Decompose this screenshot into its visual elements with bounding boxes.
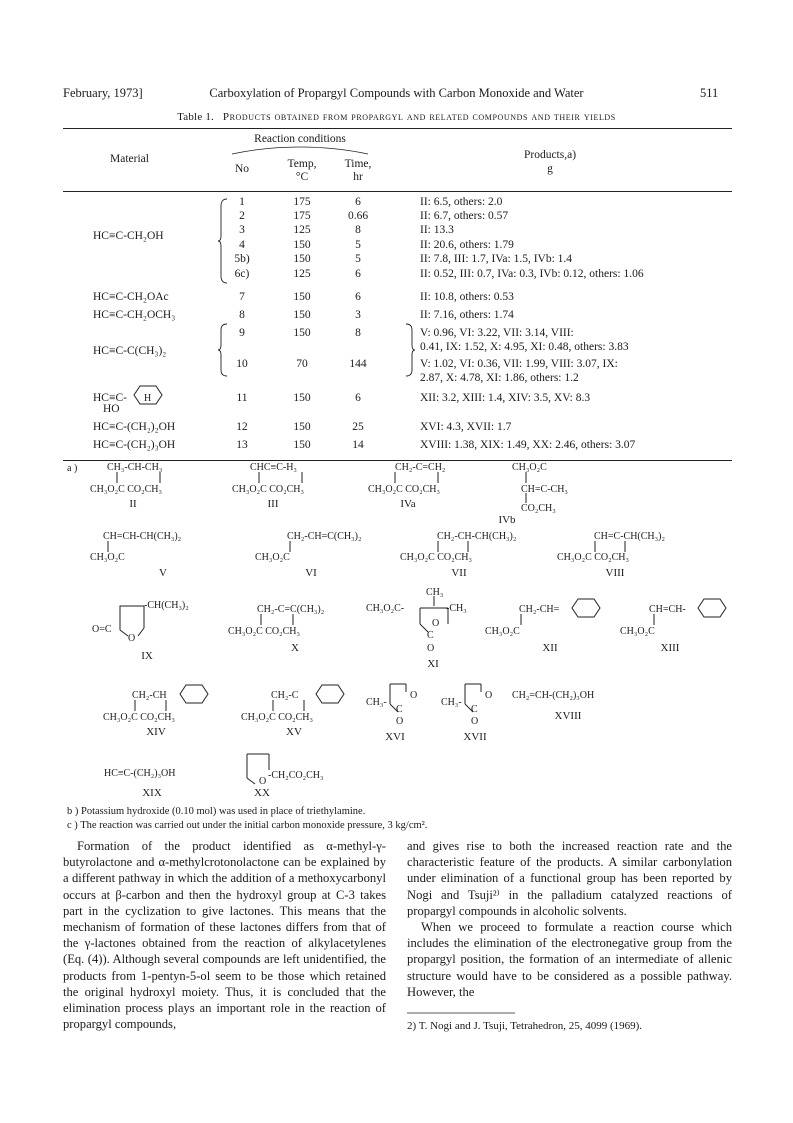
row-no: 10 xyxy=(236,358,248,370)
struct-vii-top: CH₂-CH-CH(CH₃)₂ xyxy=(437,531,517,542)
struct-label-iii: III xyxy=(267,498,279,510)
paragraph: Formation of the product identified as α-methyl-γ-butyrolactone and α-methylcrotonolactone can be explained by a different pathway in which the addition of a methoxycarbonyl occurs at β-carbon and then the hydroxyl group at C-3 takes part in the cyclization to give lactones. This means that the mechanism of formation of these lactones differs from that of the γ-lactones obtained from the reaction of alkylacetylenes (Eq. (4)). Although several compounds are left unidentified, the products from 1-pentyn-5-ol seem to be those which retained the original hydroxyl moiety. Thus, it is concluded that the elimination process plays an important role in the reaction of propargyl compounds, xyxy=(63,839,386,1032)
row-temp: 150 xyxy=(293,392,311,404)
row-no: 3 xyxy=(239,224,245,236)
struct-xvii-ring-oxygen: O xyxy=(485,690,493,701)
row-products: XVI: 4.3, XVII: 1.7 xyxy=(420,421,512,433)
row-time: 6 xyxy=(355,291,361,303)
struct-label-v: V xyxy=(159,567,167,579)
row-time: 6 xyxy=(355,268,361,280)
row-products: XVIII: 1.38, XIX: 1.49, XX: 2.46, others: 3.07 xyxy=(420,439,636,451)
row-temp: 150 xyxy=(293,421,311,433)
struct-vi-top: CH₂-CH=C(CH₃)₂ xyxy=(287,531,362,542)
row-temp: 150 xyxy=(293,309,311,321)
struct-xiii-bottom: CH₃O₂C xyxy=(620,626,655,637)
row-time: 8 xyxy=(355,327,361,339)
struct-label-iva: IVa xyxy=(400,498,416,510)
row-time: 14 xyxy=(352,439,364,451)
row-products: V: 1.02, VI: 0.36, VII: 1.99, VIII: 3.07, IX: xyxy=(420,358,618,370)
struct-xi-carbonyl-o: O xyxy=(427,643,435,654)
row-no: 7 xyxy=(239,291,245,303)
struct-iva-bottom: CH₃O₂C CO₂CH₃ xyxy=(368,484,441,495)
struct-xii-ring-icon xyxy=(568,597,604,619)
row-no: 6c) xyxy=(234,268,250,280)
struct-xviii: CH₂=CH-(CH₂)₃OH xyxy=(512,690,595,701)
row-products: II: 6.5, others: 2.0 xyxy=(420,196,503,208)
row-no: 8 xyxy=(239,309,245,321)
struct-vi-bottom: CH₃O₂C xyxy=(255,552,290,563)
material-butynol: HC≡C-(CH₂)₂OH xyxy=(93,421,176,433)
struct-xi-methyl-top: CH₃ xyxy=(426,587,444,598)
struct-viii-top: CH=C-CH(CH₃)₂ xyxy=(594,531,665,542)
struct-xii-top: CH₂-CH= xyxy=(519,604,560,615)
struct-xx-oxygen: O xyxy=(259,776,267,787)
footnote-c: c ) The reaction was carried out under the initial carbon monoxide pressure, 3 kg/cm². xyxy=(67,820,428,831)
struct-ivb-1: CH₃O₂C xyxy=(512,462,547,473)
struct-xi-right: -CH₃ xyxy=(446,603,467,614)
row-no: 12 xyxy=(236,421,248,433)
struct-xix: HC≡C-(CH₂)₃OH xyxy=(104,768,176,779)
struct-iva-top: CH₂-C=CH₂ xyxy=(395,462,446,473)
col-reaction-conditions: Reaction conditions xyxy=(254,133,346,145)
struct-v-top: CH=CH-CH(CH₃)₂ xyxy=(103,531,182,542)
table-top-rule xyxy=(63,128,732,129)
struct-x-bonds xyxy=(238,613,318,627)
row-time: 0.66 xyxy=(347,210,369,222)
struct-label-xii: XII xyxy=(542,642,558,654)
row-temp: 125 xyxy=(293,224,311,236)
footnote-a-marker: a ) xyxy=(67,463,78,474)
struct-label-xi: XI xyxy=(427,658,439,670)
paragraph: and gives rise to both the increased reaction rate and the characteristic feature of the products. A similar carbonylation under elimination of a functional group has been reported by Nogi and Tsuji²⁾ in the palladium catalyzed reactions of propargyl compounds in alcoholic solvents. xyxy=(407,839,732,918)
caption-label: Table 1. xyxy=(177,111,214,123)
struct-iii-top: CHC≡C-H₃ xyxy=(250,462,297,473)
table-header-rule xyxy=(63,191,732,192)
struct-label-ii: II xyxy=(129,498,137,510)
table-bottom-rule xyxy=(63,460,732,461)
struct-xvi-ring-oxygen: O xyxy=(410,690,418,701)
row-time: 5 xyxy=(355,239,361,251)
page-number: 511 xyxy=(700,86,719,100)
row-time: 8 xyxy=(355,224,361,236)
struct-label-xvi: XVI xyxy=(385,731,405,743)
condition-tilde-rule xyxy=(230,145,370,157)
footnote-separator xyxy=(407,1012,517,1014)
row-products: II: 6.7, others: 0.57 xyxy=(420,210,509,222)
row-temp: 70 xyxy=(296,358,308,370)
material-ethynylcyclohexanol: HC≡C- xyxy=(93,392,127,404)
struct-xvii-carbonyl-o: O xyxy=(471,716,479,727)
struct-xii-bonds xyxy=(517,613,527,627)
struct-xvi-methyl: CH₃- xyxy=(366,697,387,708)
row-temp: 175 xyxy=(293,196,311,208)
struct-iva-bonds xyxy=(378,471,458,485)
table-caption xyxy=(0,111,793,123)
row-no: 2 xyxy=(239,210,245,222)
row-products: V: 0.96, VI: 3.22, VII: 3.14, VIII: xyxy=(420,327,574,339)
material-propargyl-acetate: HC≡C-CH₂OAc xyxy=(93,291,169,303)
struct-iii-bottom: CH₃O₂C CO₂CH₃ xyxy=(232,484,305,495)
row-time: 144 xyxy=(349,358,367,370)
row-time: 3 xyxy=(355,309,361,321)
reference-note: 2) T. Nogi and J. Tsuji, Tetrahedron, 25, 4099 (1969). xyxy=(407,1020,643,1032)
struct-xi-carbon: C xyxy=(427,630,434,641)
struct-x-bottom: CH₃O₂C CO₂CH₃ xyxy=(228,626,301,637)
struct-label-ivb: IVb xyxy=(498,514,516,526)
col-products: Products,a) xyxy=(523,149,577,161)
struct-xv-bonds xyxy=(251,699,331,713)
row-no: 9 xyxy=(239,327,245,339)
struct-label-xviii: XVIII xyxy=(554,710,582,722)
struct-xvii-ring xyxy=(459,682,499,716)
row-products: II: 13.3 xyxy=(420,224,454,236)
row-products: II: 20.6, others: 1.79 xyxy=(420,239,514,251)
row-temp: 150 xyxy=(293,291,311,303)
struct-xv-bottom: CH₃O₂C CO₂CH₃ xyxy=(241,712,314,723)
struct-xiii-bonds xyxy=(650,613,660,627)
struct-xiv-bottom: CH₃O₂C CO₂CH₃ xyxy=(103,712,176,723)
col-time-unit: hr xyxy=(353,171,363,183)
struct-xiv-bonds xyxy=(113,699,193,713)
row-products: XII: 3.2, XIII: 1.4, XIV: 3.5, XV: 8.3 xyxy=(420,392,591,404)
row-products-cont: 0.41, IX: 1.52, X: 4.95, XI: 0.48, others: 3.83 xyxy=(420,341,629,353)
row-products: II: 0.52, III: 0.7, IVa: 0.3, IVb: 0.12, others: 1.06 xyxy=(420,268,644,280)
row-time: 5 xyxy=(355,253,361,265)
ring-ho-label: HO xyxy=(103,403,120,415)
running-header-title: Carboxylation of Propargyl Compounds with Carbon Monoxide and Water xyxy=(209,86,584,100)
struct-ivb-3: CO₂CH₃ xyxy=(521,503,556,514)
struct-label-ix: IX xyxy=(141,650,153,662)
row-temp: 150 xyxy=(293,239,311,251)
material-pentynol: HC≡C-(CH₂)₃OH xyxy=(93,439,176,451)
struct-label-xiv: XIV xyxy=(146,726,166,738)
struct-ix-oxygen: O xyxy=(128,633,136,644)
struct-label-xix: XIX xyxy=(142,787,162,799)
material-dimethylpropargyl: HC≡C-C(CH₃)₂ xyxy=(93,345,167,357)
row-no: 11 xyxy=(236,392,248,404)
struct-xx-substituent: -CH₂CO₂CH₃ xyxy=(268,770,324,781)
paragraph: When we proceed to formulate a reaction course which includes the elimination of the electronegative group from the propargyl position, the formation of an intermediate of allenic structure would have to be considered as a possible pathway. However, the xyxy=(407,920,732,999)
row-temp: 125 xyxy=(293,268,311,280)
left-column xyxy=(63,838,386,1032)
struct-ii-bonds xyxy=(100,471,180,485)
struct-label-vii: VII xyxy=(451,567,467,579)
struct-ix-carbonyl: O=C xyxy=(92,624,112,635)
struct-iii-bonds xyxy=(242,471,322,485)
col-temp-unit: °C xyxy=(295,171,309,183)
struct-xi-ring-oxygen: O xyxy=(432,618,440,629)
struct-label-vi: VI xyxy=(305,567,317,579)
row-time: 25 xyxy=(352,421,364,433)
struct-label-xvii: XVII xyxy=(463,731,487,743)
struct-xiii-ring-icon xyxy=(694,597,730,619)
footnote-b: b ) Potassium hydroxide (0.10 mol) was used in place of triethylamine. xyxy=(67,806,366,817)
struct-xvi-carbonyl-o: O xyxy=(396,716,404,727)
row-products: II: 7.16, others: 1.74 xyxy=(420,309,514,321)
struct-xiv-top: CH₂-CH xyxy=(132,690,167,701)
running-header-date: February, 1973] xyxy=(63,86,143,100)
struct-ii-bottom: CH₃O₂C CO₂CH₃ xyxy=(90,484,163,495)
material-propargyl-alcohol: HC≡C-CH₂OH xyxy=(93,230,164,242)
struct-xvi-ring xyxy=(384,682,424,716)
struct-xiii-top: CH=CH- xyxy=(649,604,686,615)
struct-ii-top: CH₃-CH-CH₃ xyxy=(107,462,163,473)
row-no: 5b) xyxy=(234,253,250,265)
struct-x-top: CH₂-C=C(CH₃)₂ xyxy=(257,604,325,615)
col-temp: Temp, xyxy=(287,158,317,170)
struct-xi-left: CH₃O₂C- xyxy=(366,603,405,614)
struct-v-bonds xyxy=(103,540,113,554)
col-products-unit: g xyxy=(547,163,553,175)
row-temp: 150 xyxy=(293,439,311,451)
row-products: II: 7.8, III: 1.7, IVa: 1.5, IVb: 1.4 xyxy=(420,253,573,265)
col-no: No xyxy=(234,163,250,175)
struct-xv-top: CH₂-C xyxy=(271,690,299,701)
row-temp: 175 xyxy=(293,210,311,222)
struct-label-viii: VIII xyxy=(605,567,625,579)
struct-xvii-carbon: C xyxy=(471,704,478,715)
struct-ivb-bonds xyxy=(522,471,532,505)
row-time: 6 xyxy=(355,392,361,404)
struct-vii-bottom: CH₃O₂C CO₂CH₃ xyxy=(400,552,473,563)
row-temp: 150 xyxy=(293,327,311,339)
row-no: 1 xyxy=(239,196,245,208)
row-products: II: 10.8, others: 0.53 xyxy=(420,291,514,303)
right-column xyxy=(407,838,732,1000)
row-products-cont: 2.87, X: 4.78, XI: 1.86, others: 1.2 xyxy=(420,372,579,384)
struct-label-xv: XV xyxy=(286,726,302,738)
struct-ix-substituent: -CH(CH₃)₂ xyxy=(144,600,189,611)
struct-viii-bottom: CH₃O₂C CO₂CH₃ xyxy=(557,552,630,563)
ring-h-label: H xyxy=(144,393,152,404)
row-time: 6 xyxy=(355,196,361,208)
struct-label-xx: XX xyxy=(254,787,270,799)
struct-xvii-methyl: CH₃- xyxy=(441,697,462,708)
struct-label-x: X xyxy=(291,642,299,654)
struct-v-bottom: CH₃O₂C xyxy=(90,552,125,563)
struct-xii-bottom: CH₃O₂C xyxy=(485,626,520,637)
row-no: 13 xyxy=(236,439,248,451)
struct-ivb-2: CH=C-CH₃ xyxy=(521,484,568,495)
caption-text: Products obtained from propargyl and related compounds and their yields xyxy=(222,111,616,123)
struct-vi-bonds xyxy=(287,540,297,554)
col-material: Material xyxy=(110,153,149,165)
struct-xvi-carbon: C xyxy=(396,704,403,715)
brace-products xyxy=(405,323,415,377)
material-propargyl-methyl-ether: HC≡C-CH₂OCH₃ xyxy=(93,309,176,321)
struct-label-xiii: XIII xyxy=(660,642,680,654)
struct-vii-bonds xyxy=(408,540,488,554)
row-no: 4 xyxy=(239,239,245,251)
row-temp: 150 xyxy=(293,253,311,265)
struct-viii-bonds xyxy=(565,540,645,554)
col-time: Time, xyxy=(344,158,372,170)
